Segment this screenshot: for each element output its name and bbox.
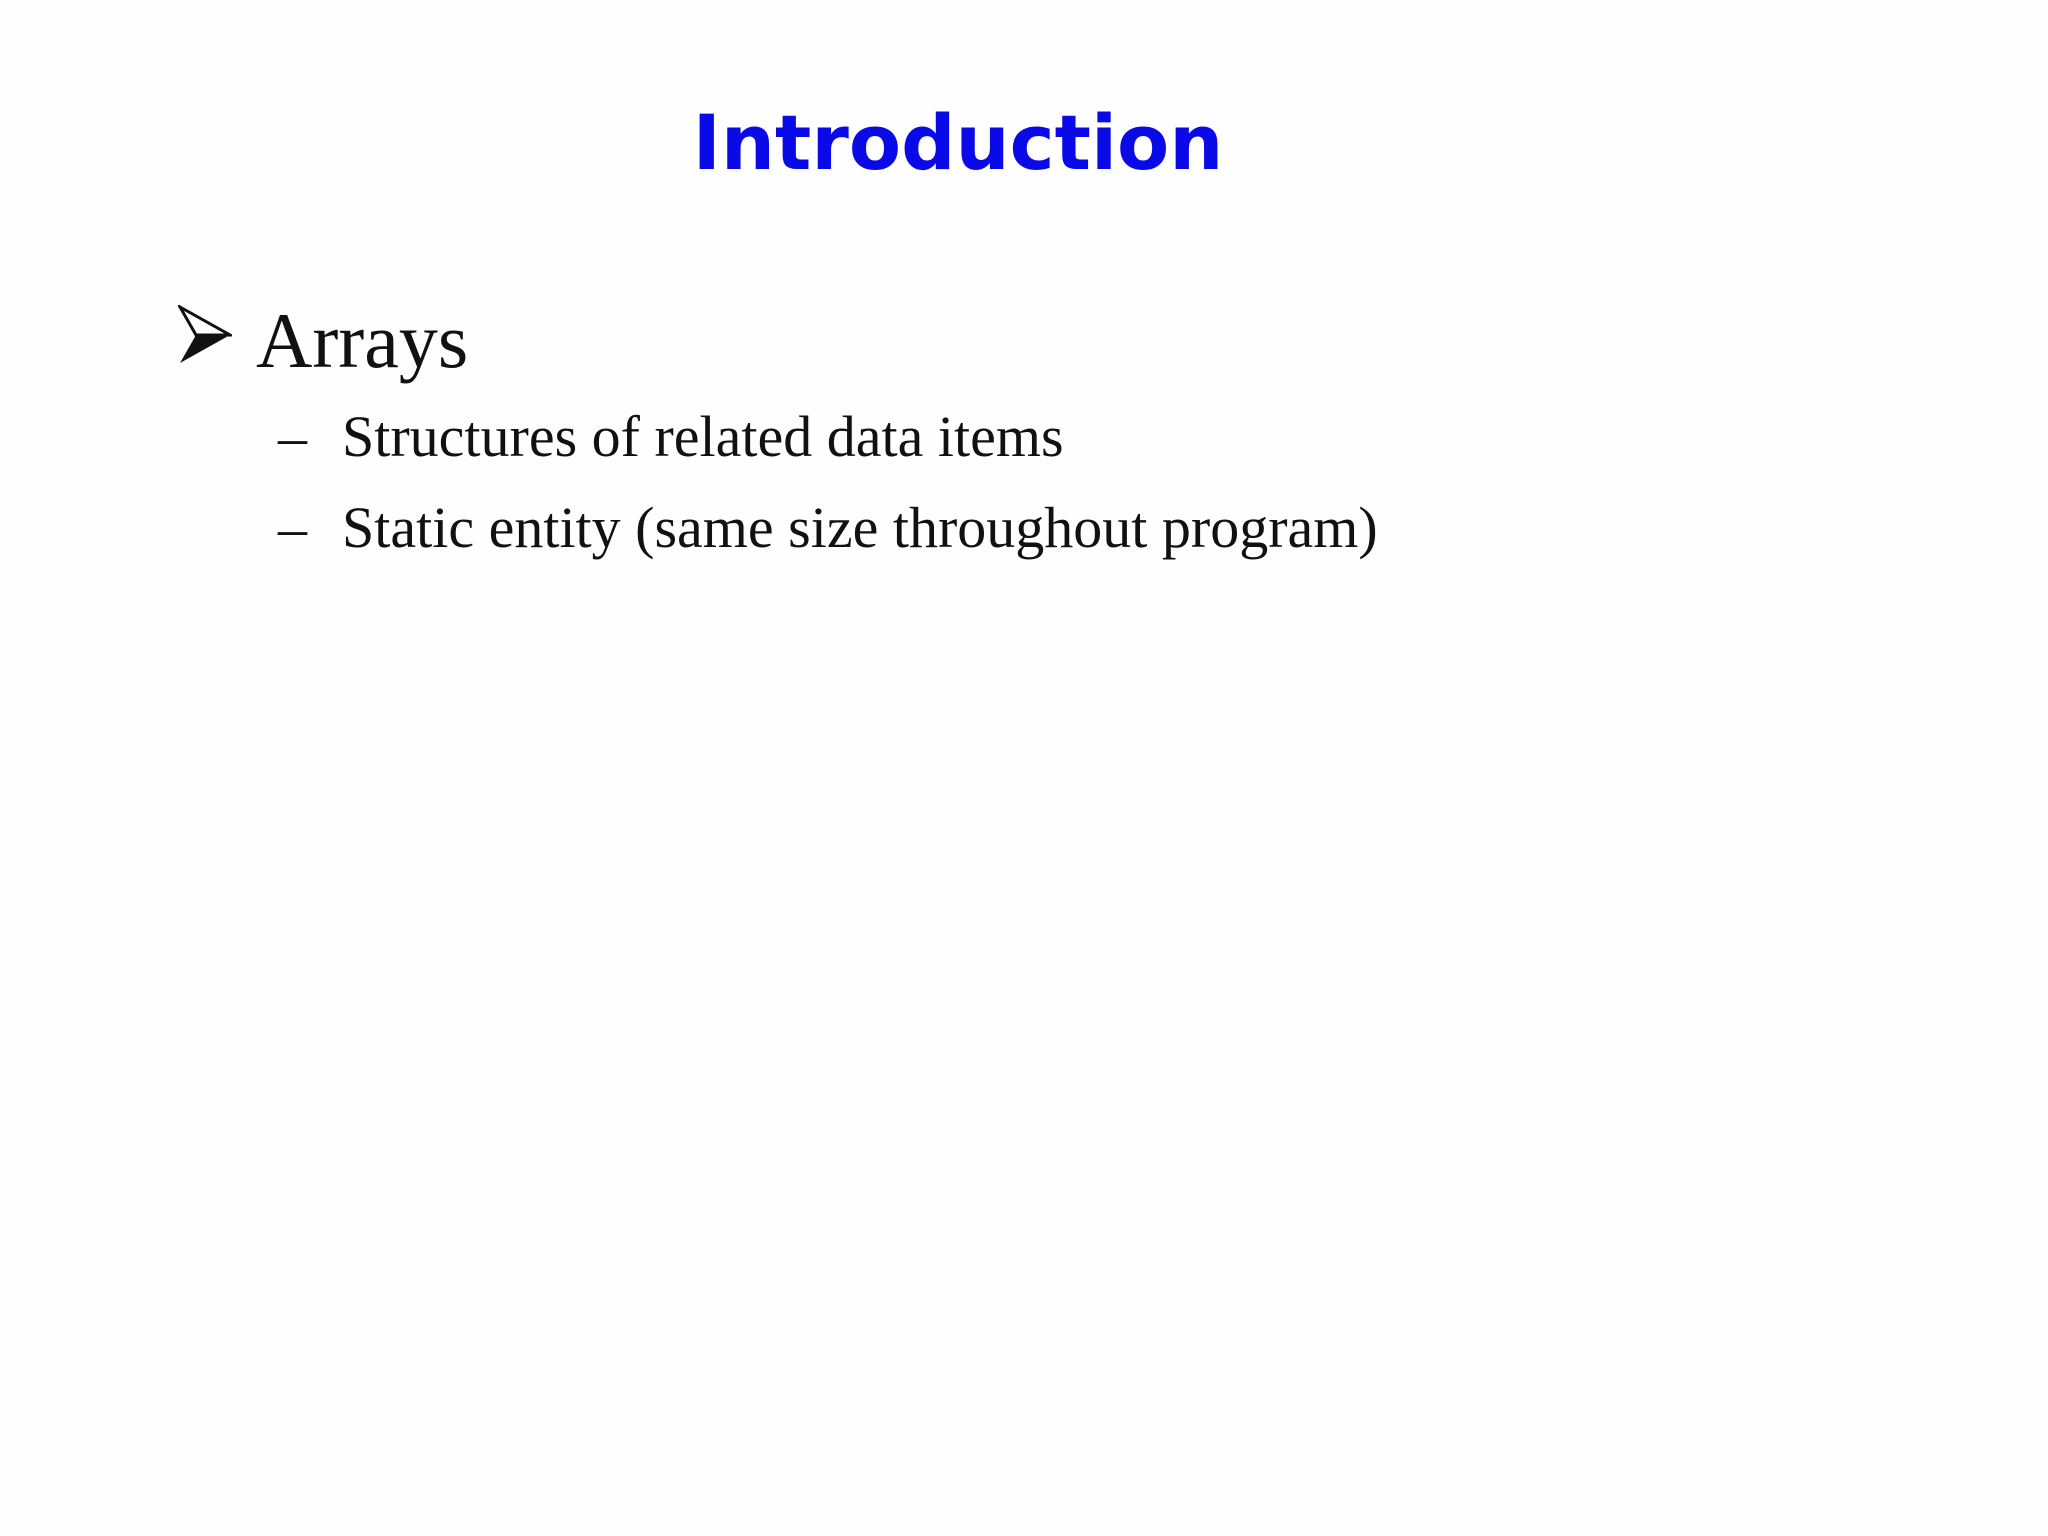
arrowhead-bullet-icon	[178, 305, 232, 365]
sub-item	[278, 495, 1378, 561]
bullet-item	[178, 296, 468, 386]
sub-item-label: Structures of related data items	[342, 404, 1064, 469]
sub-item-dash: –	[278, 404, 307, 469]
bullet-label: Arrays	[256, 297, 469, 384]
slide-title: Introduction	[692, 98, 1224, 187]
sub-item	[278, 404, 1064, 470]
sub-item-label: Static entity (same size throughout program)	[342, 495, 1378, 560]
sub-item-dash: –	[278, 495, 307, 560]
